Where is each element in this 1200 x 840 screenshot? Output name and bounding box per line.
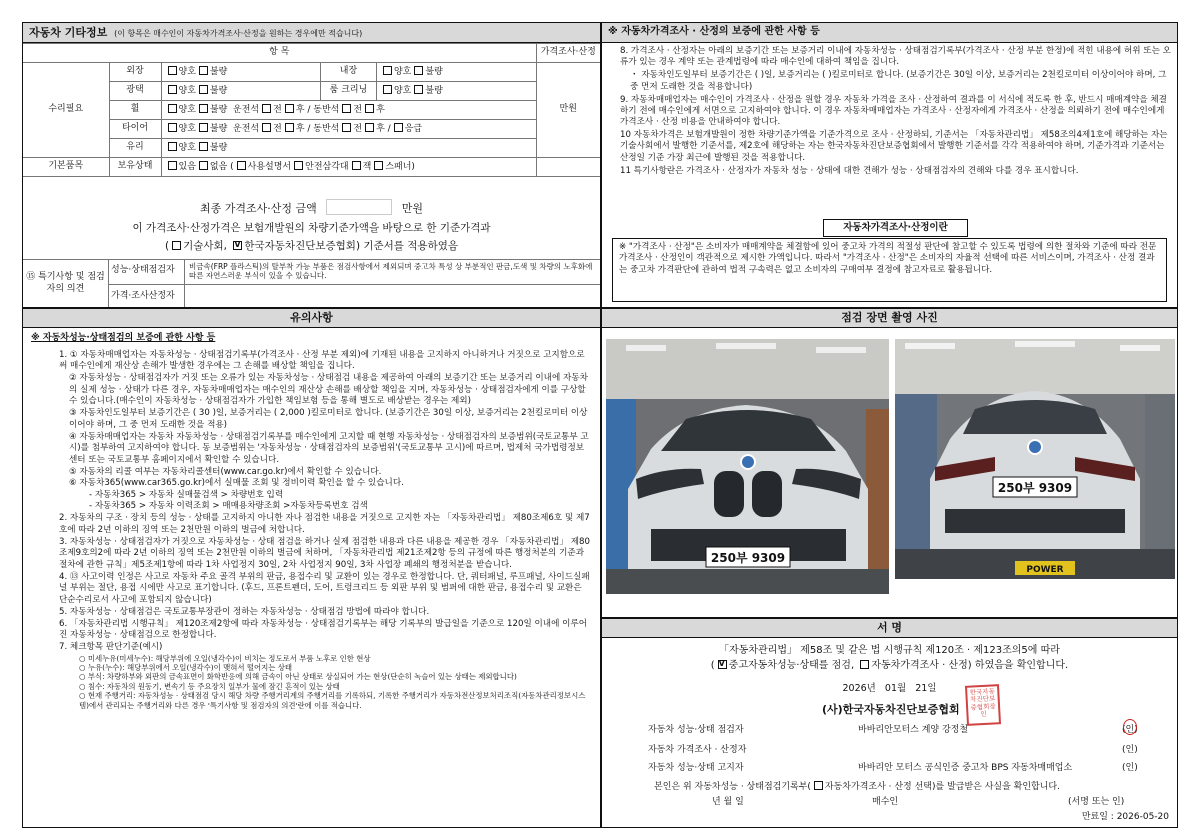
association-seal: 한국자동차진단보증협회장인 (965, 684, 1001, 726)
checkbox[interactable] (383, 85, 392, 94)
emergency-label: 응급 (404, 123, 423, 134)
sign-row-value: 바바리안모터스 계양 강정철 (858, 725, 969, 735)
wheel-options: 양호 불량 운전석 전 후 / 동반석 전 후 (161, 101, 536, 120)
col-price: 가격조사·산정 (536, 44, 600, 63)
exterior-label: 외장 (109, 63, 161, 82)
rear-label: 후 (295, 104, 305, 115)
checkbox[interactable] (342, 104, 351, 113)
gloss-label: 광택 (109, 82, 161, 101)
bad-label: 불량 (209, 85, 228, 96)
basic-label: 기본품목 (23, 158, 109, 177)
checkbox[interactable] (262, 123, 271, 132)
none-label: 없음 (209, 161, 228, 172)
checkbox[interactable] (199, 161, 208, 170)
criteria-item: ○ 현재 주행거리: 자동차성능 · 상태점검 당시 해당 차량 주행거리계의 주행거리를 기록하되, 기록한 주행거리가 자동차전산정보처리조직(자동차관리정보시스템)에서 관리되는 주행거리와 다른 경우 '특기사항 및 점검자의 의견'란에 이를 적습니다. (79, 691, 586, 710)
checkbox[interactable] (352, 161, 361, 170)
repair-label: 수리필요 (23, 63, 109, 158)
front-plate-text: 250부 9309 (710, 551, 786, 565)
jack-label: 잭 (362, 161, 372, 172)
checkbox[interactable] (168, 142, 177, 151)
checkbox[interactable] (199, 142, 208, 151)
etc-note: (이 항목은 매수인이 자동차가격조사·산정을 원하는 경우에만 적습니다) (114, 29, 363, 38)
checkbox[interactable] (237, 161, 246, 170)
notice-item: 2. 자동차의 구조 · 장치 등의 성능 · 상태를 고지하지 아니한 자나 점검한 내용을 거짓으로 고지한 자는 「자동차관리법」 제80조제6호 및 제7호에 따라 2년 이하의 징역 또는 2천만원 이하의 벌금에 처합니다. (59, 513, 590, 535)
receipt-option: 자동차가격조사 · 산정 선택)를 발급받은 사실을 확인합니다. (824, 782, 1060, 792)
photo-section (601, 308, 1178, 618)
rear-plate-text: 250부 9309 (997, 481, 1073, 495)
etc-table (23, 43, 600, 177)
etc-title: 자동차 기타정보 (29, 26, 108, 39)
checkbox[interactable] (285, 104, 294, 113)
checkbox-checked[interactable] (718, 660, 727, 669)
criteria-item: ○ 부식: 차량하부와 외판의 금속표면이 화학반응에 의해 금속이 아닌 상태로 상실되어 가는 현상(단순히 녹슬어 있는 상태는 제외합니다) (79, 672, 517, 682)
criteria-item: ○ 누유(누수): 해당부위에서 오일(냉각수)이 맺혀서 떨어지는 상태 (79, 663, 293, 672)
warranty-item: ・ 자동차인도일부터 보증기간은 ( )일, 보증거리는 ( )킬로미터로 합니다. (보증기간은 30일 이상, 보증거리는 2천킬로미터 이상이어야 하며, 그 중 먼저 도래한 것을 적용합니다) (630, 70, 1167, 92)
notice-list (23, 345, 600, 711)
inspector-stamp-icon (1123, 719, 1137, 735)
checkbox[interactable] (342, 123, 351, 132)
price-def-title: 자동차가격조사·산정이란 (823, 219, 968, 237)
checkbox[interactable] (199, 123, 208, 132)
criteria-text: 부식: 차량하부와 외판의 금속표면이 화학반응에 의해 금속이 아닌 상태로 상실되어 가는 현상(단순히 녹슬어 있는 상태는 제외합니다) (87, 672, 517, 682)
criteria-text: 미세누유(미세누수): 해당부위에 오일(냉각수)이 비치는 정도로서 부품 노후로 인한 현상 (87, 653, 371, 663)
issue-year: 2026년 (842, 683, 876, 694)
perf-opinion: 비금속(FRP 플라스틱)의 탈부착 가능 부품은 점검사항에서 제외되며 중고차 특성 상 부분적인 판금,도색 및 차량의 노후화에 따른 자연스러운 부식이 있을 수 있습니다. (185, 260, 600, 285)
checkbox[interactable] (294, 161, 303, 170)
car-front-photo (606, 339, 889, 594)
issue-month: 01월 (884, 683, 907, 694)
notice-item: 4. ⑬ 사고이력 인정은 사고로 자동차 주요 골격 부위의 판금, 용접수리 및 교환이 있는 경우로 한정합니다. 단, 쿼터패널, 루프패널, 사이드실패널 부위는 절단, 용접 시에만 사고로 표기합니다. (후드, 프론트펜더, 도어, 트렁크리드 등 외판 부위 및 범퍼에 대한 판금, 용접수리 및 교환은 단순수리로서 사고에 포함되지 않습니다) (59, 572, 590, 605)
good-label: 양호 (393, 66, 412, 77)
room-clean-label: 룸 크리닝 (320, 82, 376, 101)
checkbox[interactable] (168, 66, 177, 75)
rear-label: 후 (376, 123, 385, 134)
sign-row-label: 자동차 가격조사 · 산정자 (648, 745, 747, 755)
special-notes-block (23, 259, 600, 308)
checkbox[interactable] (168, 85, 177, 94)
price-warranty-section (601, 22, 1178, 308)
rear-label: 후 (376, 104, 385, 115)
glass-label: 유리 (109, 139, 161, 158)
checkbox[interactable] (374, 161, 383, 170)
triangle-label: 안전삼각대 (305, 161, 349, 172)
bad-label: 불량 (209, 66, 228, 77)
interior-options (376, 63, 536, 82)
notice-item: ④ 자동차매매업자는 자동차 자동차성능 · 상태점검기록부를 매수인에게 고지할 때 현행 자동차성능 · 상태점검자의 보증범위(국토교통부 고시)를 첨부하여 고지하여야 합니다. 동 보증범위는 '자동차성능 · 상태점검자의 보증범위'(국토교통부 고시)에 따르며, 법제처 국가법령정보센터 또는 국토교통부 홈페이지에서 확인할 수 있습니다. (69, 432, 589, 465)
basis-opt1: 기술사회 (183, 240, 224, 252)
vehicle-etc-info-section (22, 22, 601, 308)
checkbox[interactable] (383, 66, 392, 75)
warranty-right-title: ※ 자동차가격조사 · 산정의 보증에 관한 사항 등 (602, 23, 1177, 43)
notice-item: ⑤ 자동차의 리콜 여부는 자동차리콜센터(www.car.go.kr)에서 확인할 수 있습니다. (69, 467, 382, 478)
spanner-label: 스패너 (385, 161, 412, 172)
car-rear-photo (895, 339, 1175, 579)
checkbox[interactable] (285, 123, 294, 132)
basis-opt2: 한국자동차진단보증협회 (244, 240, 356, 252)
notice-item: ⑥ 자동차365(www.car365.go.kr)에서 실매물 조회 및 정비이력 확인을 할 수 있습니다. (69, 478, 404, 489)
checkbox[interactable] (365, 104, 374, 113)
basic-options: 있음 없음 ( 사용설명서 안전삼각대 잭 스패너) (161, 158, 536, 177)
final-price-label: 최종 가격조사·산정 금액 (199, 202, 317, 215)
tire-label: 타이어 (109, 120, 161, 139)
warranty-item: 9. 자동차매매업자는 매수인이 가격조사 · 산정을 원할 경우 자동차 가격을 조사 · 산정하여 결과를 이 서식에 적도록 한 후, 반드시 매매계약을 체결하기 전에 매수인에게 서면으로 고지하여야 합니다. 이 경우 자동차매매업자는 가격조사 · 산정자에게 가격조사 · 산정을 의뢰하기 전에 매수인에게 가격조사 · 산정 비용을 안내하여야 합니다. (620, 94, 1167, 128)
issue-day: 21일 (915, 683, 937, 694)
checkbox[interactable] (860, 660, 869, 669)
room-clean-options (376, 82, 536, 101)
passenger-side-label: 동반석 (313, 123, 340, 134)
car-front-image (606, 339, 889, 594)
good-label: 양호 (178, 85, 196, 96)
criteria-text: 현재 주행거리: 자동차성능 · 상태점검 당시 해당 차량 주행거리계의 주행거리를 기록하되, 기록한 주행거리가 자동차전산정보처리조직(자동차관리정보시스템)에서 관리되는 주행거리와 다른 경우 '특기사항 및 점검자의 의견'란에 이를 적습니다. (79, 691, 586, 710)
checkbox-checked[interactable] (233, 241, 242, 250)
sign-row-seal: (인) (1122, 763, 1138, 773)
sign-row-seal: (인) (1122, 725, 1138, 735)
gloss-options (161, 82, 320, 101)
criteria-text: 누유(누수): 해당부위에서 오일(냉각수)이 맺혀서 떨어지는 상태 (87, 663, 293, 672)
sign-row-value: 바바리안 모터스 공식인증 중고차 BPS 자동차매매업소 (858, 763, 1073, 773)
bad-label: 불량 (425, 85, 443, 96)
have-status-label: 보유상태 (109, 158, 161, 177)
checkbox[interactable] (168, 161, 177, 170)
signature-title: 서 명 (602, 619, 1177, 638)
option-inspection: 중고자동차성능·상태를 점검, (728, 660, 855, 671)
signature-section (601, 618, 1178, 828)
receipt-text: 본인은 위 자동차성능 · 상태점검기록부( (654, 782, 811, 792)
exterior-options (161, 63, 320, 82)
criteria-text: 침수: 자동차의 원동기, 변속기 등 주요장치 일부가 물에 잠긴 흔적이 있는 상태 (87, 681, 340, 691)
checkbox[interactable] (365, 123, 374, 132)
expiry-date: 만료일 : 2026-05-20 (1081, 812, 1169, 823)
glass-options (161, 139, 536, 158)
warranty-item: 10 자동차가격은 보험개발원이 정한 차량기준가액을 기준가격으로 조사 · 산정하되, 기준서는 「자동차관리법」 제58조의4제1호에 해당하는 자는 기술사회에서 발행한 기준서를, 제2호에 해당하는 자는 한국자동차진단보증협회에서 발행한 기준서를 각각 적용하여야 하며, 기준가격과 기준서는 산정일 기준 가장 최근에 발행된 것을 적용합니다. (620, 130, 1168, 163)
confirm-tail: 하였음을 확인합니다. (974, 660, 1069, 671)
bad-label: 불량 (209, 104, 228, 115)
price-unit: 만원 (536, 63, 600, 158)
lift-brand-text: POWER (1026, 565, 1064, 575)
price-inspector-label: 가격·조사산정자 (109, 285, 185, 308)
checkbox[interactable] (168, 104, 177, 113)
notice-section (22, 308, 601, 828)
criteria-item: ○ 침수: 자동차의 원동기, 변속기 등 주요장치 일부가 물에 잠긴 흔적이 있는 상태 (79, 681, 340, 691)
confirm-line: (V 중고자동차성능·상태를 점검, 자동차가격조사 · 산정) 하였음을 확인합니다. (602, 660, 1177, 673)
price-def-text: ※ "가격조사 · 산정"은 소비자가 매매계약을 체결함에 있어 중고차 가격의 적절성 판단에 참고할 수 있도록 법령에 의한 절차와 기준에 따라 전문 가격조사 · 산정인이 객관적으로 제시한 가액입니다. 따라서 "가격조사 · 산정"은 소비자의 자율적 선택에 따른 서비스이며, 가격조사 · 산정 결과는 중고차 가격판단에 관하여 법적 구속력은 없고 소비자의 구매여부 결정에 참고자료로 활용됩니다. (612, 238, 1167, 302)
wheel-label: 휠 (109, 101, 161, 120)
notice-item: 1. ① 자동차매매업자는 자동차성능 · 상태점검기록부(가격조사 · 산정 부분 제외)에 기재된 내용을 고지하지 아니하거나 거짓으로 고지함으로써 매수인에게 재산상 손해가 발생한 경우에는 그 손해를 배상할 책임을 집니다. (59, 349, 585, 371)
sign-row-seal: (인) (1122, 745, 1138, 755)
front-label: 전 (353, 104, 363, 115)
basis-tail: 기준서를 적용하였음 (363, 240, 458, 252)
buyer-date: 년 월 일 (712, 797, 744, 807)
notice-item: - 자동차365 > 자동차 이력조회 > 매매용차량조회 >자동차등록번호 검색 (89, 501, 368, 512)
checkbox[interactable] (262, 104, 271, 113)
warranty-item: 8. 가격조사 · 산정자는 아래의 보증기간 또는 보증거리 이내에 자동차성능 · 상태점검기록부(가격조사 · 산정 부분 한정)에 적힌 내용에 허위 또는 오류가 있는 경우 계약 또는 관계법령에 따라 매수인에 대하여 책임을 집니다. (620, 46, 1171, 68)
notice-item: 5. 자동차성능 · 상태점검은 국토교통부장관이 정하는 자동차성능 · 상태점검 방법에 따라야 합니다. (59, 607, 430, 618)
option-price: 자동차가격조사 · 산정) (871, 660, 972, 671)
notice-item: 6. 「자동차관리법 시행규칙」 제120조제2항에 따라 자동차성능 · 상태점검기록부는 해당 기록부의 발급일을 기준으로 120일 이내에 이루어진 자동차성능 · 상태점검으로 한정합니다. (59, 618, 588, 640)
col-item: 항 목 (23, 44, 536, 63)
good-label: 양호 (178, 66, 196, 77)
good-label: 양호 (178, 142, 196, 153)
checkbox[interactable] (414, 66, 423, 75)
notice-item: 3. 자동차성능 · 상태점검자가 거짓으로 자동차성능 · 상태 점검을 하거나 실제 점검한 내용과 다른 내용을 제공한 경우 「자동차관리법」 제80조제9호의2에 따라 2년 이하의 징역 또는 2천만원 이하의 벌금에 처하며, 「자동차관리법 제21조제2항 등의 규정에 따른 행정처분의 기준과 절차에 관한 규칙」제5조제1항에 따라 1차 사업정지 30일, 2차 사업정지 90일, 3차 사업장 폐쇄의 행정처분을 받습니다. (59, 537, 590, 570)
bad-label: 불량 (209, 123, 228, 134)
notice-item: ② 자동차성능 · 상태점검자가 거짓 또는 오류가 있는 자동차성능 · 상태점검 내용을 제공하여 아래의 보증기간 또는 보증거리 이내에 자동차의 실제 성능 · 상태가 다른 경우, 자동차매매업자는 매수인의 재산상 손해를 배상할 책임을 지며, 자동차성능 · 상태점검자에게 이를 구상할 수 있습니다.(매수인이 자동차성능 · 상태점검자가 가입한 책임보험 등을 통해 별도로 배상받는 경우는 제외) (69, 373, 588, 406)
bad-label: 불량 (209, 142, 228, 153)
checkbox[interactable] (199, 66, 208, 75)
front-label: 전 (273, 123, 282, 134)
buyer-label: 매수인 (872, 797, 899, 807)
car-rear-image (895, 339, 1175, 579)
notice-item: 7. 체크항목 판단기준(예시) (59, 642, 163, 653)
tire-options: 양호 불량 운전석 전 후 / 동반석 전 후 / 응급 (161, 120, 536, 139)
issue-date (602, 683, 1177, 695)
perf-inspector-label: 성능·상태점검자 (109, 260, 185, 285)
rear-label: 후 (295, 123, 305, 134)
notice-subtitle: ※ 자동차성능·상태점검의 보증에 관한 사항 등 (31, 333, 216, 344)
driver-side-label: 운전석 (233, 104, 260, 115)
checkbox[interactable] (199, 104, 208, 113)
checkbox[interactable] (172, 241, 181, 250)
sign-row-label: 자동차 성능·상태 고지자 (648, 763, 744, 773)
law-line: 「자동차관리법」 제58조 및 같은 법 시행규칙 제120조 · 제123조의5에 따라 (719, 645, 1060, 656)
criteria-list (59, 654, 592, 711)
checkbox[interactable] (168, 123, 177, 132)
warranty-item: 11 특기사항란은 가격조사 · 산정자가 자동차 성능 · 상태에 대한 견해가 성능 · 상태점검자의 견해와 다를 경우 표시합니다. (620, 165, 1079, 176)
passenger-side-label: 동반석 (313, 104, 340, 115)
sign-row-label: 자동차 성능·상태 점검자 (648, 725, 744, 735)
final-price-input[interactable] (326, 199, 392, 215)
manual-label: 사용설명서 (247, 161, 292, 172)
basis-text: 이 가격조사·산정가격은 보험개발원의 차량기준가액을 바탕으로 한 기준가격과 (132, 222, 491, 234)
warranty-right-list (602, 43, 1177, 177)
basic-price (536, 158, 600, 177)
notice-item: - 자동차365 > 자동차 실매물검색 > 차량번호 입력 (89, 489, 284, 500)
checkbox[interactable] (414, 85, 423, 94)
good-label: 양호 (178, 123, 196, 134)
front-label: 전 (273, 104, 282, 115)
have-label: 있음 (178, 161, 196, 172)
photo-title: 점검 장면 촬영 사진 (602, 309, 1177, 328)
notice-title: 유의사항 (23, 309, 600, 328)
good-label: 양호 (393, 85, 412, 96)
final-price-unit: 만원 (401, 202, 423, 215)
buyer-sign-hint: (서명 또는 인) (1068, 797, 1125, 807)
org-name: (사)한국자동차진단보증협회 (822, 703, 960, 716)
interior-label: 내장 (320, 63, 376, 82)
notice-item: ③ 자동차인도일부터 보증기간은 ( 30 )일, 보증거리는 ( 2,000 )킬로미터로 합니다. (보증기간은 30일 이상, 보증거리는 2천킬로미터 이상이어야 하며, 그 중 먼저 도래한 것을 적용) (69, 408, 588, 430)
receipt-line (654, 781, 1177, 794)
front-label: 전 (353, 123, 363, 134)
driver-side-label: 운전석 (233, 123, 260, 134)
bad-label: 불량 (425, 66, 443, 77)
checkbox[interactable] (394, 123, 403, 132)
checkbox[interactable] (814, 781, 823, 790)
special-label: ⑮ 특기사항 및 점검자의 의견 (23, 260, 109, 308)
final-price-row (23, 199, 600, 216)
basis-options: ( 기술사회, V한국자동차진단보증협회) 기준서를 적용하였음 (23, 240, 600, 253)
good-label: 양호 (178, 104, 196, 115)
checkbox[interactable] (199, 85, 208, 94)
criteria-item: ○ 미세누유(미세누수): 해당부위에 오일(냉각수)이 비치는 정도로서 부품 노후로 인한 현상 (79, 653, 371, 663)
